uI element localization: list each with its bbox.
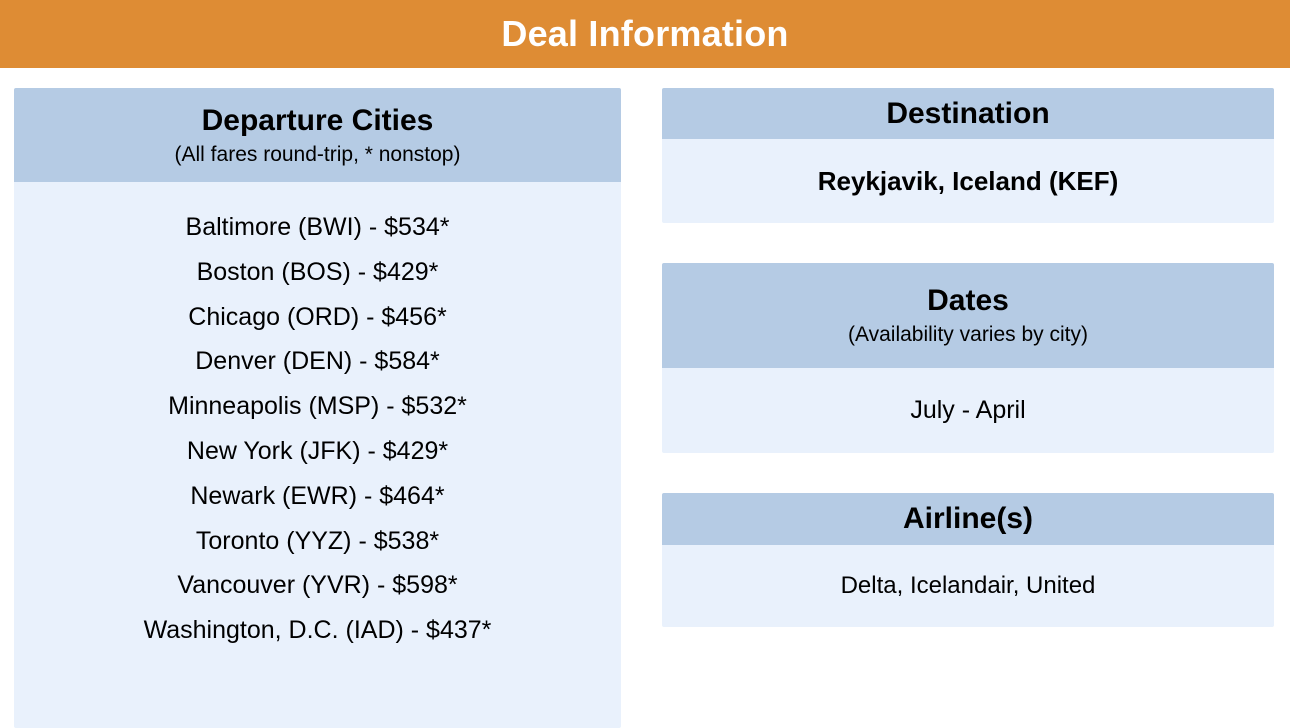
departure-cities-subtitle: (All fares round-trip, * nonstop) — [174, 142, 461, 166]
list-item: Boston (BOS) - $429* — [196, 257, 439, 286]
dates-header — [662, 263, 1274, 368]
list-item: Vancouver (YVR) - $598* — [177, 571, 458, 600]
destination-panel — [662, 88, 1274, 223]
list-item: Minneapolis (MSP) - $532* — [168, 392, 467, 421]
list-item: Chicago (ORD) - $456* — [188, 302, 447, 331]
departure-cities-header — [14, 88, 621, 182]
list-item: Newark (EWR) - $464* — [190, 481, 445, 510]
departure-cities-panel — [14, 88, 621, 728]
dates-subtitle: (Availability varies by city) — [847, 323, 1088, 346]
dates-panel — [662, 263, 1274, 453]
airlines-panel — [662, 493, 1274, 627]
list-item: Denver (DEN) - $584* — [195, 347, 440, 376]
deal-information-banner — [0, 0, 1290, 68]
departure-cities-list — [14, 182, 621, 728]
dates-title: Dates — [927, 284, 1009, 317]
airlines-title: Airline(s) — [902, 502, 1034, 535]
destination-header — [662, 88, 1274, 139]
destination-title: Destination — [886, 96, 1050, 130]
destination-body — [662, 139, 1274, 223]
destination-value: Reykjavik, Iceland (KEF) — [817, 165, 1119, 196]
airlines-body — [662, 545, 1274, 627]
departure-cities-title: Departure Cities — [201, 103, 434, 137]
dates-body — [662, 368, 1274, 453]
page-title: Deal Information — [501, 13, 789, 54]
list-item: New York (JFK) - $429* — [186, 436, 449, 465]
airlines-value: Delta, Icelandair, United — [840, 572, 1096, 599]
list-item: Baltimore (BWI) - $534* — [185, 213, 450, 241]
dates-value: July - April — [910, 396, 1026, 424]
list-item: Toronto (YYZ) - $538* — [195, 526, 440, 555]
airlines-header — [662, 493, 1274, 545]
list-item: Washington, D.C. (IAD) - $437* — [143, 616, 492, 645]
